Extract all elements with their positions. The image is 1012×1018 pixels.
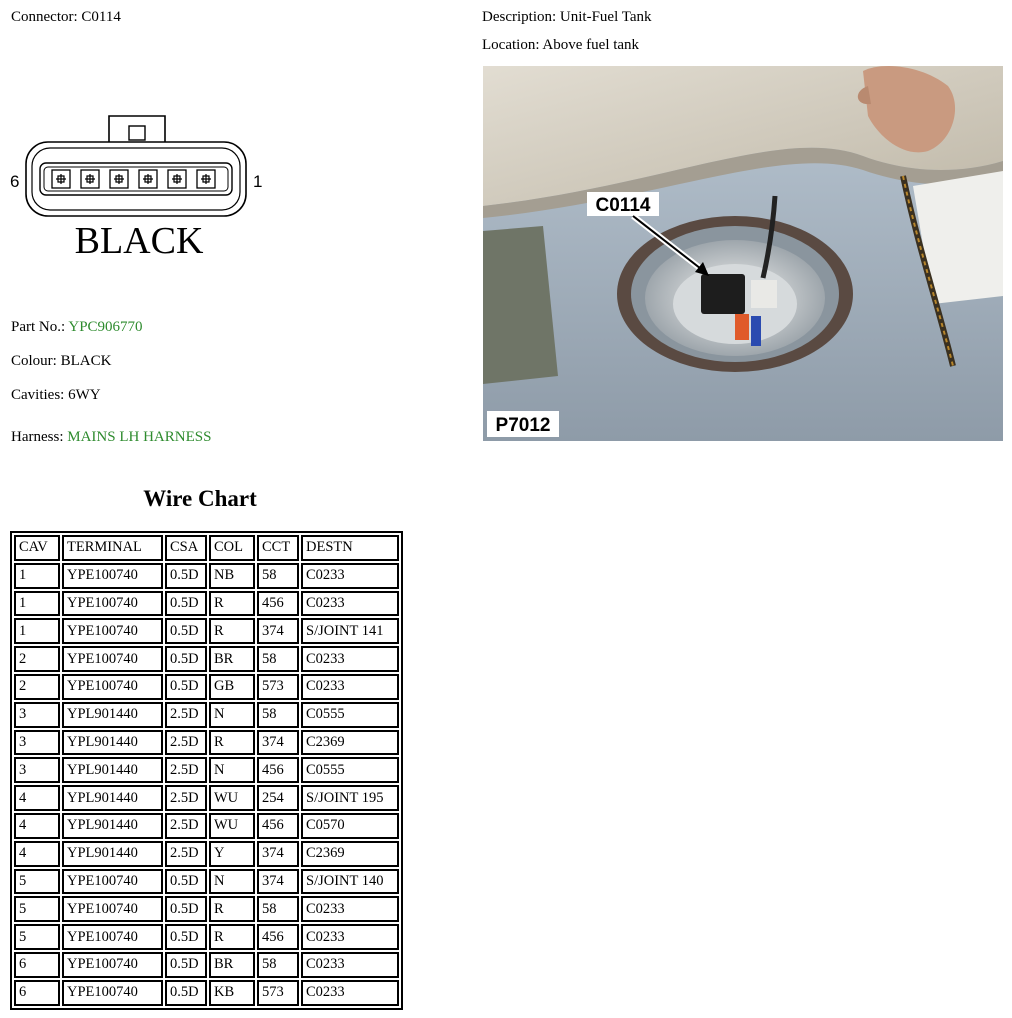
cell-cav: 2 (14, 674, 60, 700)
table-row (14, 563, 399, 589)
cell-csa: 0.5D (165, 980, 207, 1006)
cell-col: NB (209, 563, 255, 589)
table-row (14, 702, 399, 728)
cell-cav: 3 (14, 730, 60, 756)
harness-label: Harness: (11, 429, 64, 445)
cell-cav: 1 (14, 591, 60, 617)
wire-chart-body (14, 563, 399, 1006)
description-value: Unit-Fuel Tank (559, 9, 652, 25)
header-cav: CAV (14, 535, 60, 561)
cell-terminal: YPE100740 (62, 674, 163, 700)
cell-destn: S/JOINT 141 (301, 618, 399, 644)
connector-value: C0114 (81, 9, 121, 25)
cell-terminal: YPL901440 (62, 785, 163, 811)
cell-destn: C0233 (301, 674, 399, 700)
header-terminal: TERMINAL (62, 535, 163, 561)
cell-terminal: YPE100740 (62, 896, 163, 922)
cell-csa: 2.5D (165, 785, 207, 811)
cell-cct: 456 (257, 813, 299, 839)
location-line (482, 37, 639, 54)
table-row (14, 813, 399, 839)
cell-csa: 0.5D (165, 924, 207, 950)
cell-destn: C0233 (301, 646, 399, 672)
part-no-link[interactable]: YPC906770 (68, 319, 143, 335)
cell-terminal: YPE100740 (62, 924, 163, 950)
table-row (14, 757, 399, 783)
cell-terminal: YPE100740 (62, 563, 163, 589)
header-csa: CSA (165, 535, 207, 561)
cavity-2 (168, 170, 186, 188)
cell-cav: 4 (14, 841, 60, 867)
table-row (14, 896, 399, 922)
cell-cct: 58 (257, 563, 299, 589)
cell-col: R (209, 896, 255, 922)
photo-ref-label: P7012 (495, 415, 551, 436)
connector-cavities (52, 170, 215, 188)
location-photo (483, 66, 1003, 441)
cell-terminal: YPL901440 (62, 730, 163, 756)
cell-terminal: YPE100740 (62, 646, 163, 672)
cell-cct: 374 (257, 841, 299, 867)
cell-cct: 58 (257, 952, 299, 978)
cell-cav: 3 (14, 757, 60, 783)
cell-cct: 58 (257, 896, 299, 922)
description-line (482, 9, 652, 26)
part-no-label: Part No.: (11, 319, 66, 335)
cell-csa: 0.5D (165, 896, 207, 922)
cell-col: BR (209, 952, 255, 978)
colour-value: BLACK (60, 353, 112, 369)
cavity-5 (81, 170, 99, 188)
location-label: Location: (482, 37, 540, 53)
cell-terminal: YPE100740 (62, 952, 163, 978)
table-row (14, 591, 399, 617)
table-row (14, 869, 399, 895)
cell-csa: 0.5D (165, 591, 207, 617)
connector-label: Connector: (11, 9, 78, 25)
cell-destn: C0233 (301, 591, 399, 617)
cell-cav: 4 (14, 785, 60, 811)
cell-csa: 0.5D (165, 674, 207, 700)
cell-cav: 3 (14, 702, 60, 728)
cell-csa: 2.5D (165, 757, 207, 783)
cell-destn: C2369 (301, 841, 399, 867)
cell-cav: 5 (14, 924, 60, 950)
cell-destn: C0233 (301, 952, 399, 978)
cell-csa: 0.5D (165, 618, 207, 644)
cell-cct: 456 (257, 924, 299, 950)
cell-destn: C0233 (301, 980, 399, 1006)
cell-destn: S/JOINT 140 (301, 869, 399, 895)
cell-cct: 573 (257, 980, 299, 1006)
cavity-1 (197, 170, 215, 188)
colour-label: Colour: (11, 353, 57, 369)
harness-link[interactable]: MAINS LH HARNESS (67, 429, 212, 445)
cell-csa: 0.5D (165, 869, 207, 895)
table-row (14, 618, 399, 644)
cell-col: BR (209, 646, 255, 672)
cell-cct: 573 (257, 674, 299, 700)
cell-destn: C2369 (301, 730, 399, 756)
cell-csa: 0.5D (165, 952, 207, 978)
location-value: Above fuel tank (542, 37, 640, 53)
cell-terminal: YPE100740 (62, 591, 163, 617)
cell-terminal: YPL901440 (62, 841, 163, 867)
cell-cct: 58 (257, 702, 299, 728)
cell-cct: 374 (257, 618, 299, 644)
connector-face-diagram (8, 108, 270, 268)
cavities-line (11, 387, 101, 404)
cell-terminal: YPL901440 (62, 813, 163, 839)
table-row (14, 980, 399, 1006)
connector-line (11, 9, 121, 26)
cell-destn: C0555 (301, 757, 399, 783)
table-row (14, 730, 399, 756)
cell-cav: 1 (14, 563, 60, 589)
location-photo-svg (483, 66, 1003, 441)
colour-line (11, 353, 111, 370)
table-row (14, 674, 399, 700)
cell-cav: 6 (14, 952, 60, 978)
table-row (14, 785, 399, 811)
cell-col: N (209, 702, 255, 728)
cell-cct: 374 (257, 730, 299, 756)
part-no-line (11, 319, 143, 336)
cell-col: Y (209, 841, 255, 867)
header-destn: DESTN (301, 535, 399, 561)
cell-col: WU (209, 785, 255, 811)
connector-face-svg (8, 108, 270, 268)
cell-cct: 456 (257, 757, 299, 783)
harness-line (11, 429, 211, 446)
cell-destn: C0555 (301, 702, 399, 728)
cell-terminal: YPE100740 (62, 980, 163, 1006)
cell-col: GB (209, 674, 255, 700)
cell-destn: C0233 (301, 924, 399, 950)
cell-terminal: YPL901440 (62, 757, 163, 783)
cell-col: N (209, 757, 255, 783)
header-col: COL (209, 535, 255, 561)
cell-destn: C0233 (301, 563, 399, 589)
cavities-label: Cavities: (11, 387, 65, 403)
cell-col: R (209, 618, 255, 644)
cavities-value: 6WY (68, 387, 101, 403)
cell-cav: 2 (14, 646, 60, 672)
wire-chart-header-row (14, 535, 399, 561)
cell-col: R (209, 730, 255, 756)
cell-destn: C0233 (301, 896, 399, 922)
table-row (14, 924, 399, 950)
cell-csa: 2.5D (165, 730, 207, 756)
pin-number-left: 6 (10, 172, 20, 191)
cell-cct: 456 (257, 591, 299, 617)
table-row (14, 841, 399, 867)
cell-cav: 6 (14, 980, 60, 1006)
table-row (14, 952, 399, 978)
wire-chart-table (10, 531, 403, 1010)
connector-colour-text: BLACK (74, 220, 204, 262)
description-label: Description: (482, 9, 557, 25)
cell-cct: 254 (257, 785, 299, 811)
cell-csa: 2.5D (165, 813, 207, 839)
cell-csa: 2.5D (165, 702, 207, 728)
cell-terminal: YPE100740 (62, 618, 163, 644)
cell-col: WU (209, 813, 255, 839)
wire-chart-title: Wire Chart (143, 486, 257, 511)
cell-cct: 374 (257, 869, 299, 895)
cell-csa: 0.5D (165, 646, 207, 672)
cell-csa: 0.5D (165, 563, 207, 589)
cell-cct: 58 (257, 646, 299, 672)
cell-destn: S/JOINT 195 (301, 785, 399, 811)
pin-number-right: 1 (253, 172, 263, 191)
cell-cav: 4 (14, 813, 60, 839)
cell-cav: 5 (14, 896, 60, 922)
header-cct: CCT (257, 535, 299, 561)
cavity-3 (139, 170, 157, 188)
table-row (14, 646, 399, 672)
cell-terminal: YPE100740 (62, 869, 163, 895)
cavity-6 (52, 170, 70, 188)
cell-col: N (209, 869, 255, 895)
cell-cav: 5 (14, 869, 60, 895)
photo-callout-label: C0114 (595, 195, 651, 216)
cell-col: R (209, 591, 255, 617)
cell-destn: C0570 (301, 813, 399, 839)
cell-terminal: YPL901440 (62, 702, 163, 728)
cell-col: KB (209, 980, 255, 1006)
cell-csa: 2.5D (165, 841, 207, 867)
cell-col: R (209, 924, 255, 950)
cell-cav: 1 (14, 618, 60, 644)
cavity-4 (110, 170, 128, 188)
